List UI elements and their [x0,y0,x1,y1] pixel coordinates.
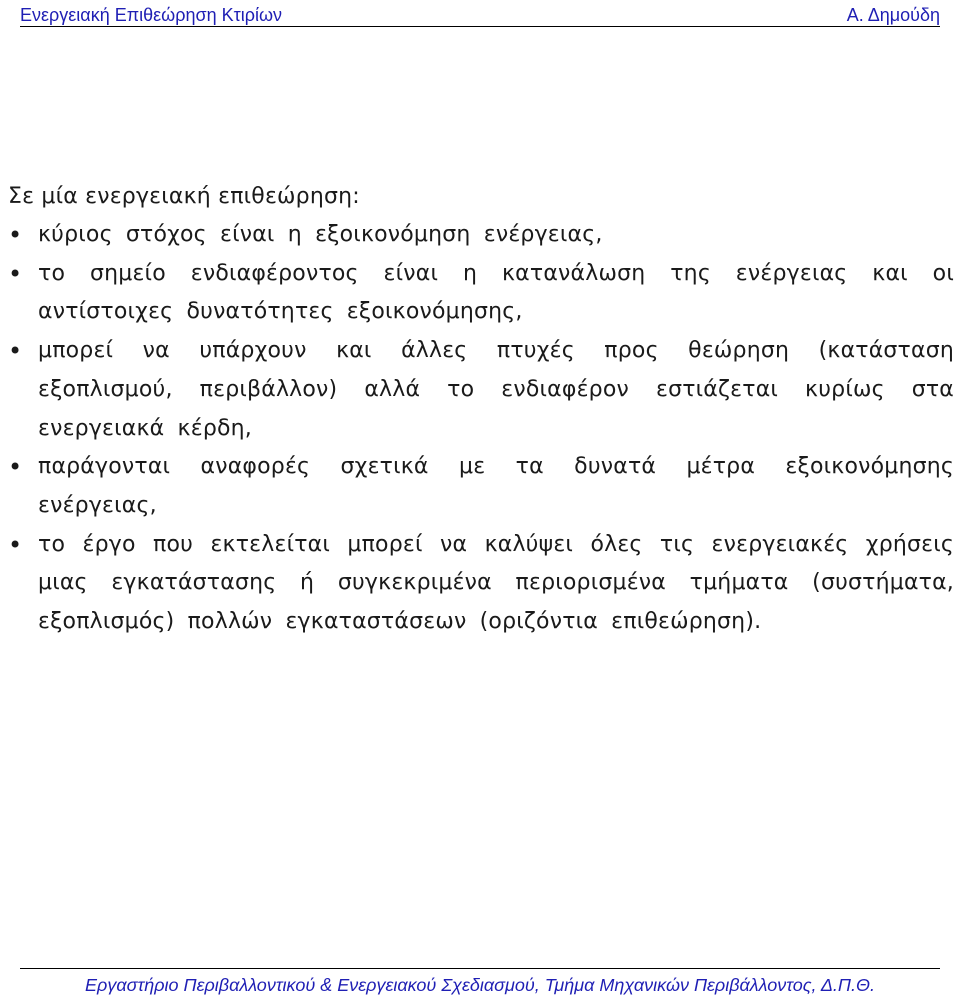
list-item-text: το σημείο ενδιαφέροντος είναι η κατανάλωση της ενέργειας και οι αντίστοιχες δυνατότητες εξοικονόμησης, [38,260,954,325]
footer-text: Εργαστήριο Περιβαλλοντικού & Ενεργειακού Σχεδιασμού, Τμήμα Μηχανικών Περιβάλλοντος, Δ.Π.Θ. [85,975,875,995]
bullet-icon: • [8,530,23,559]
page-header [20,4,940,27]
list-item-text: κύριος στόχος είναι η εξοικονόμηση ενέργειας, [38,222,603,247]
bullet-icon: • [8,221,23,249]
bullet-list [8,216,954,642]
bullet-icon: • [8,259,23,288]
list-item [8,216,954,255]
header-author: Α. Δημούδη [846,5,940,25]
list-item [8,526,954,642]
list-item-text: το έργο που εκτελείται μπορεί να καλύψει όλες τις ενεργειακές χρήσεις μιας εγκατάστασης ή συγκεκριμένα περιορισμένα τμήματα (συστήματα, εξοπλισμός) πολλών εγκαταστάσεων (οριζόντια επιθεώρηση). [38,531,954,635]
bullet-icon: • [8,337,23,366]
intro-text: Σε μία ενεργειακή επιθεώρηση: [8,184,360,209]
main-content [8,180,954,642]
page-footer [20,968,940,996]
header-title: Ενεργειακή Επιθεώρηση Κτιρίων [20,5,283,25]
list-item-text: παράγονται αναφορές σχετικά με τα δυνατά μέτρα εξοικονόμησης ενέργειας, [38,454,954,518]
bullet-icon: • [8,453,23,482]
list-item-text: μπορεί να υπάρχουν και άλλες πτυχές προς θεώρηση (κατάσταση εξοπλισμού, περιβάλλον) αλλά το ενδιαφέρον εστιάζεται κυρίως στα ενεργειακά κέρδη, [38,338,954,441]
list-item [8,332,954,448]
list-item [8,448,954,525]
list-item [8,255,954,332]
